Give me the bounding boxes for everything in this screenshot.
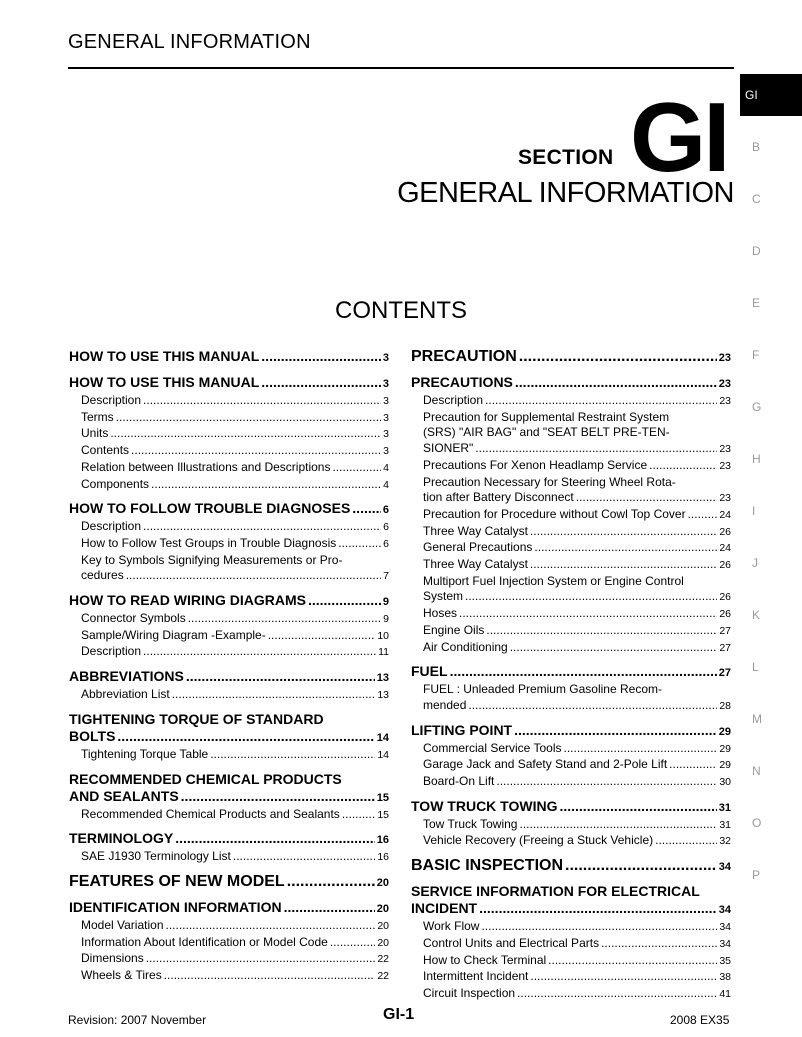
dot-leader <box>308 592 381 609</box>
toc-sub-line[interactable]: Multiport Fuel Injection System or Engine Control <box>423 573 684 588</box>
toc-entry[interactable] <box>69 830 389 849</box>
dot-leader <box>126 568 381 584</box>
toc-sub-entry[interactable] <box>69 918 389 935</box>
dot-leader <box>330 935 375 951</box>
toc-sub-title: cedures <box>81 568 124 583</box>
toc-sub-entry[interactable] <box>69 951 389 968</box>
toc-sub-line[interactable]: Precaution Necessary for Steering Wheel Rota- <box>423 474 676 489</box>
section-label: SECTION <box>518 146 614 169</box>
toc-entry[interactable] <box>69 348 389 367</box>
dot-leader <box>332 460 381 476</box>
toc-page-number: 3 <box>383 428 389 441</box>
toc-sub-entry[interactable] <box>411 490 731 507</box>
toc-page-number: 7 <box>383 570 389 583</box>
toc-page-number: 3 <box>382 378 389 390</box>
toc-sub-title: Control Units and Electrical Parts <box>423 935 600 950</box>
toc-sub-title: Engine Oils <box>423 622 485 637</box>
dot-leader <box>164 968 376 984</box>
toc-entry[interactable] <box>69 873 389 892</box>
toc-entry-title: TOW TRUCK TOWING <box>411 797 558 814</box>
toc-group <box>411 857 731 876</box>
tab-d[interactable]: D <box>752 244 761 258</box>
toc-entry-title: HOW TO USE THIS MANUAL <box>69 374 260 390</box>
toc-entry-title: HOW TO FOLLOW TROUBLE DIAGNOSES <box>69 500 351 517</box>
toc-sub-title: mended <box>423 697 467 712</box>
toc-page-number: 34 <box>719 937 731 950</box>
toc-group <box>411 663 731 714</box>
toc-sub-title: Garage Jack and Safety Stand and 2-Pole Lift <box>423 757 668 772</box>
tab-b[interactable]: B <box>752 140 761 154</box>
toc-sub-title: Components <box>81 476 150 491</box>
dot-leader <box>519 817 717 833</box>
dot-leader <box>565 857 717 874</box>
tab-p[interactable]: P <box>752 868 761 882</box>
toc-sub-entry[interactable] <box>69 747 389 764</box>
dot-leader <box>479 900 717 917</box>
toc-title-line[interactable]: TIGHTENING TORQUE OF STANDARD <box>69 710 324 727</box>
toc-page-number: 23 <box>718 352 731 364</box>
tab-g[interactable]: G <box>752 400 762 414</box>
toc-entry[interactable] <box>411 857 731 876</box>
toc-page-number: 20 <box>377 936 389 949</box>
toc-sub-entry[interactable] <box>69 519 389 536</box>
dot-leader <box>172 687 376 703</box>
toc-entry-title: IDENTIFICATION INFORMATION <box>69 898 282 915</box>
dot-leader <box>655 833 717 849</box>
dot-leader <box>576 490 718 506</box>
toc-group <box>69 873 389 892</box>
toc-page-number: 23 <box>718 378 731 390</box>
toc-page-number: 15 <box>377 808 389 821</box>
toc-sub-entry[interactable] <box>411 774 731 791</box>
toc-page-number: 3 <box>383 445 389 458</box>
toc-entry[interactable] <box>69 788 389 807</box>
toc-page-number: 22 <box>377 953 389 966</box>
toc-entry-title: FEATURES OF NEW MODEL <box>69 872 285 890</box>
dot-leader <box>486 623 717 639</box>
dot-leader <box>559 798 716 815</box>
toc-entry-title: LIFTING POINT <box>411 721 513 738</box>
toc-entry[interactable] <box>411 374 731 393</box>
dot-leader <box>110 426 381 442</box>
toc-entry[interactable] <box>411 900 731 919</box>
toc-sub-title: Description <box>81 644 142 659</box>
toc-page-number: 27 <box>718 667 731 680</box>
dot-leader <box>181 788 375 805</box>
toc-sub-entry[interactable] <box>411 698 731 715</box>
toc-page-number: 6 <box>383 521 389 534</box>
tab-k[interactable]: K <box>752 608 761 622</box>
toc-sub-title: Abbreviation List <box>81 687 170 702</box>
dot-leader <box>534 540 717 556</box>
tab-e[interactable]: E <box>752 296 761 310</box>
toc-page-number: 35 <box>719 954 731 967</box>
toc-page-number: 38 <box>719 971 731 984</box>
toc-page-number: 26 <box>719 525 731 538</box>
dot-leader <box>510 640 718 656</box>
toc-sub-entry[interactable] <box>69 536 389 553</box>
toc-entry-title: PRECAUTIONS <box>411 374 513 390</box>
toc-sub-line[interactable]: Key to Symbols Signifying Measurements or Pro- <box>81 552 343 567</box>
toc-sub-title: Units <box>81 426 109 441</box>
toc-sub-title: SAE J1930 Terminology List <box>81 849 231 864</box>
dot-leader <box>530 969 717 985</box>
toc-sub-title: How to Follow Test Groups in Trouble Diagnosis <box>81 535 337 550</box>
toc-page-number: 16 <box>376 834 389 847</box>
toc-entry[interactable] <box>69 374 389 393</box>
toc-entry-title: BOLTS <box>69 727 116 744</box>
dot-leader <box>530 524 717 540</box>
dot-leader <box>210 747 375 763</box>
dot-leader <box>151 477 381 493</box>
toc-entry-title: ABBREVIATIONS <box>69 668 184 685</box>
section-title: GENERAL INFORMATION <box>397 177 734 209</box>
toc-title-line[interactable]: RECOMMENDED CHEMICAL PRODUCTS <box>69 770 342 787</box>
contents-title: CONTENTS <box>335 297 467 324</box>
toc-group <box>69 668 389 704</box>
dot-leader <box>117 728 374 745</box>
dot-leader <box>465 589 717 605</box>
toc-sub-title: Precautions For Xenon Headlamp Service <box>423 457 648 472</box>
toc-sub-entry[interactable] <box>411 757 731 774</box>
toc-sub-entry[interactable] <box>411 936 731 953</box>
toc-sub-title: Dimensions <box>81 951 144 966</box>
toc-group <box>69 374 389 493</box>
dot-leader <box>519 348 717 365</box>
toc-sub-title: Description <box>423 393 484 407</box>
toc-sub-title: Description <box>81 393 142 407</box>
toc-page-number: 22 <box>377 970 389 983</box>
toc-sub-title: Terms <box>81 409 114 424</box>
tab-o[interactable]: O <box>752 816 762 830</box>
toc-sub-title: General Precautions <box>423 540 533 555</box>
toc-page-number: 6 <box>382 504 389 517</box>
toc-sub-title: Hoses <box>423 606 458 621</box>
toc-sub-title: Sample/Wiring Diagram -Example- <box>81 627 266 642</box>
toc-entry[interactable] <box>69 592 389 611</box>
toc-page-number: 41 <box>719 987 731 1000</box>
dot-leader <box>481 919 717 935</box>
toc-group <box>69 830 389 866</box>
toc-sub-entry[interactable] <box>411 557 731 574</box>
dot-leader <box>601 936 717 952</box>
toc-sub-entry[interactable] <box>411 953 731 970</box>
toc-page-number: 23 <box>719 395 731 407</box>
tab-active[interactable]: GI <box>740 74 802 116</box>
toc-page-number: 31 <box>718 801 731 814</box>
dot-leader <box>450 663 717 680</box>
toc-group <box>411 883 731 1003</box>
toc-page-number: 14 <box>376 731 389 744</box>
toc-page-number: 29 <box>718 725 731 738</box>
toc-title-line[interactable]: SERVICE INFORMATION FOR ELECTRICAL <box>411 883 700 900</box>
toc-page-number: 13 <box>377 689 389 702</box>
toc-sub-entry[interactable] <box>411 969 731 986</box>
toc-sub-entry[interactable] <box>69 443 389 460</box>
toc-sub-title: Tow Truck Towing <box>423 816 518 831</box>
toc-page-number: 3 <box>383 395 389 407</box>
tab-c[interactable]: C <box>752 192 761 206</box>
toc-sub-title: How to Check Terminal <box>423 952 547 967</box>
toc-sub-title: Board-On Lift <box>423 774 495 789</box>
toc-entry-title: HOW TO READ WIRING DIAGRAMS <box>69 592 306 609</box>
toc-entry[interactable] <box>69 500 389 519</box>
toc-sub-entry[interactable] <box>411 393 731 410</box>
toc-left-column <box>69 348 389 992</box>
toc-sub-title: Recommended Chemical Products and Sealants <box>81 806 340 821</box>
toc-page-number: 23 <box>719 492 731 505</box>
toc-page-number: 27 <box>719 624 731 637</box>
toc-page-number: 34 <box>719 921 731 934</box>
toc-sub-title: System <box>423 589 464 604</box>
toc-page-number: 13 <box>376 672 389 685</box>
toc-sub-entry[interactable] <box>411 524 731 541</box>
toc-sub-title: Relation between Illustrations and Descriptions <box>81 459 331 474</box>
toc-page-number: 23 <box>719 443 731 456</box>
toc-sub-title: Three Way Catalyst <box>423 557 528 572</box>
footer-revision: Revision: 2007 November <box>68 1013 207 1027</box>
toc-sub-entry[interactable] <box>69 687 389 704</box>
toc-group <box>69 899 389 985</box>
toc-sub-line[interactable]: Precaution for Supplemental Restraint System <box>423 409 670 424</box>
toc-group <box>411 374 731 656</box>
toc-sub-entry[interactable] <box>69 628 389 645</box>
toc-sub-entry[interactable] <box>69 393 389 410</box>
dot-leader <box>116 410 381 426</box>
toc-page-number: 9 <box>382 596 389 609</box>
toc-sub-entry[interactable] <box>69 849 389 866</box>
toc-sub-title: Circuit Inspection <box>423 985 516 1000</box>
toc-page-number: 20 <box>376 876 389 889</box>
toc-page-number: 28 <box>719 699 731 712</box>
tab-m[interactable]: M <box>752 712 762 726</box>
dot-leader <box>564 741 718 757</box>
toc-page-number: 15 <box>376 791 389 804</box>
toc-sub-entry[interactable] <box>69 807 389 824</box>
toc-sub-title: SIONER" <box>423 441 474 456</box>
toc-page-number: 6 <box>383 537 389 550</box>
dot-leader <box>688 507 718 523</box>
toc-group <box>69 500 389 585</box>
dot-leader <box>649 458 717 474</box>
toc-sub-line[interactable]: FUEL : Unleaded Premium Gasoline Recom- <box>423 682 662 697</box>
dot-leader <box>146 951 376 967</box>
toc-page-number: 23 <box>719 459 731 472</box>
toc-entry[interactable] <box>411 722 731 741</box>
toc-sub-entry[interactable] <box>69 568 389 585</box>
dot-leader <box>175 830 375 847</box>
toc-right-column <box>411 348 731 1010</box>
toc-sub-entry[interactable] <box>411 833 731 850</box>
dot-leader <box>517 986 717 1002</box>
dot-leader <box>287 873 375 890</box>
toc-sub-entry[interactable] <box>411 640 731 657</box>
section-code: GI <box>630 82 728 192</box>
toc-page-number: 4 <box>383 461 389 474</box>
toc-page-number: 30 <box>719 776 731 789</box>
toc-sub-title: Work Flow <box>423 919 480 934</box>
tab-h[interactable]: H <box>752 452 761 466</box>
toc-sub-title: Tightening Torque Table <box>81 746 209 761</box>
footer-model: 2008 EX35 <box>670 1013 730 1027</box>
toc-entry-title: BASIC INSPECTION <box>411 857 564 875</box>
tab-i[interactable]: I <box>752 504 756 518</box>
toc-page-number: 11 <box>378 646 389 659</box>
toc-sub-title: Information About Identification or Model Code <box>81 934 328 949</box>
tab-n[interactable]: N <box>752 764 761 778</box>
dot-leader <box>352 500 381 517</box>
toc-entry-title: AND SEALANTS <box>69 787 179 804</box>
toc-page-number: 20 <box>376 902 389 915</box>
toc-entry-title: FUEL <box>411 663 448 680</box>
toc-sub-title: Air Conditioning <box>423 639 508 654</box>
toc-group <box>69 771 389 824</box>
toc-group <box>69 592 389 661</box>
toc-page-number: 31 <box>719 818 731 831</box>
toc-group <box>69 348 389 367</box>
toc-sub-entry[interactable] <box>69 935 389 952</box>
toc-page-number: 9 <box>383 613 389 626</box>
toc-entry-title: INCIDENT <box>411 900 478 917</box>
toc-entry[interactable] <box>411 663 731 682</box>
toc-sub-entry[interactable] <box>69 968 389 985</box>
toc-sub-title: Intermittent Incident <box>423 969 529 984</box>
toc-sub-entry[interactable] <box>411 741 731 758</box>
dot-leader <box>530 557 717 573</box>
tab-l[interactable]: L <box>752 660 759 674</box>
toc-sub-entry[interactable] <box>69 611 389 628</box>
toc-sub-title: Vehicle Recovery (Freeing a Stuck Vehicle) <box>423 833 654 848</box>
toc-sub-entry[interactable] <box>69 426 389 443</box>
toc-sub-entry[interactable] <box>411 441 731 458</box>
dot-leader <box>342 807 376 823</box>
page-header-title: GENERAL INFORMATION <box>68 31 311 53</box>
toc-sub-title: Wheels & Tires <box>81 968 162 983</box>
dot-leader <box>261 374 381 391</box>
toc-page-number: 27 <box>719 641 731 654</box>
toc-sub-entry[interactable] <box>411 919 731 936</box>
toc-sub-entry[interactable] <box>411 540 731 557</box>
toc-entry-title: HOW TO USE THIS MANUAL <box>69 348 260 364</box>
dot-leader <box>338 536 381 552</box>
toc-sub-title: Three Way Catalyst <box>423 523 528 538</box>
toc-sub-entry[interactable] <box>411 817 731 834</box>
toc-page-number: 26 <box>719 559 731 572</box>
tab-j[interactable]: J <box>752 556 758 570</box>
toc-page-number: 3 <box>382 352 389 364</box>
toc-page-number: 34 <box>718 861 731 874</box>
dot-leader <box>186 668 375 685</box>
toc-sub-title: Connector Symbols <box>81 611 186 626</box>
toc-page-number: 4 <box>383 478 389 491</box>
toc-page-number: 24 <box>719 508 731 521</box>
tab-f[interactable]: F <box>752 348 760 362</box>
toc-sub-entry[interactable] <box>69 644 389 661</box>
toc-sub-entry[interactable] <box>411 623 731 640</box>
toc-sub-entry[interactable] <box>69 410 389 427</box>
toc-page-number: 32 <box>719 835 731 848</box>
toc-sub-entry[interactable] <box>411 458 731 475</box>
toc-entry-title: PRECAUTION <box>411 348 517 365</box>
toc-page-number: 14 <box>377 748 389 761</box>
toc-page-number: 10 <box>377 629 389 642</box>
toc-sub-title: tion after Battery Disconnect <box>423 490 574 505</box>
toc-sub-title: Commercial Service Tools <box>423 740 562 755</box>
dot-leader <box>268 628 376 644</box>
toc-page-number: 20 <box>377 919 389 932</box>
toc-group <box>69 711 389 764</box>
dot-leader <box>143 644 376 660</box>
toc-sub-entry[interactable] <box>69 460 389 477</box>
footer-page-id: GI-1 <box>383 1006 415 1023</box>
dot-leader <box>514 722 717 739</box>
toc-page-number: 34 <box>718 904 731 917</box>
toc-entry[interactable] <box>411 348 731 367</box>
toc-sub-line[interactable]: (SRS) "AIR BAG" and "SEAT BELT PRE-TEN- <box>423 425 670 440</box>
dot-leader <box>284 899 375 916</box>
dot-leader <box>669 757 717 773</box>
dot-leader <box>485 393 717 409</box>
dot-leader <box>468 698 717 714</box>
toc-sub-entry[interactable] <box>411 507 731 524</box>
toc-page-number: 16 <box>377 851 389 864</box>
toc-page-number: 29 <box>719 759 731 772</box>
header-rule <box>68 67 734 69</box>
dot-leader <box>496 774 717 790</box>
toc-sub-title: Description <box>81 519 142 534</box>
toc-sub-entry[interactable] <box>411 986 731 1003</box>
toc-page-number: 26 <box>719 608 731 621</box>
toc-sub-entry[interactable] <box>69 477 389 494</box>
toc-page-number: 24 <box>719 542 731 555</box>
dot-leader <box>548 953 717 969</box>
dot-leader <box>188 611 381 627</box>
toc-page-number: 29 <box>719 742 731 755</box>
dot-leader <box>131 443 381 459</box>
toc-page-number: 3 <box>383 411 389 424</box>
dot-leader <box>143 393 381 409</box>
toc-sub-entry[interactable] <box>411 606 731 623</box>
toc-entry[interactable] <box>69 668 389 687</box>
toc-group <box>411 798 731 850</box>
toc-entry[interactable] <box>69 899 389 918</box>
dot-leader <box>233 849 375 865</box>
toc-entry[interactable] <box>69 728 389 747</box>
dot-leader <box>261 348 381 365</box>
dot-leader <box>475 441 717 457</box>
toc-sub-title: Precaution for Procedure without Cowl Top Cover <box>423 506 686 521</box>
toc-entry[interactable] <box>411 798 731 817</box>
toc-sub-entry[interactable] <box>411 589 731 606</box>
toc-page-number: 26 <box>719 591 731 604</box>
toc-entry-title: TERMINOLOGY <box>69 830 174 847</box>
toc-sub-title: Model Variation <box>81 917 164 932</box>
dot-leader <box>166 918 376 934</box>
toc-group <box>411 348 731 367</box>
toc-sub-title: Contents <box>81 443 130 458</box>
dot-leader <box>459 606 717 622</box>
dot-leader <box>143 519 381 535</box>
dot-leader <box>515 374 717 391</box>
toc-group <box>411 722 731 791</box>
